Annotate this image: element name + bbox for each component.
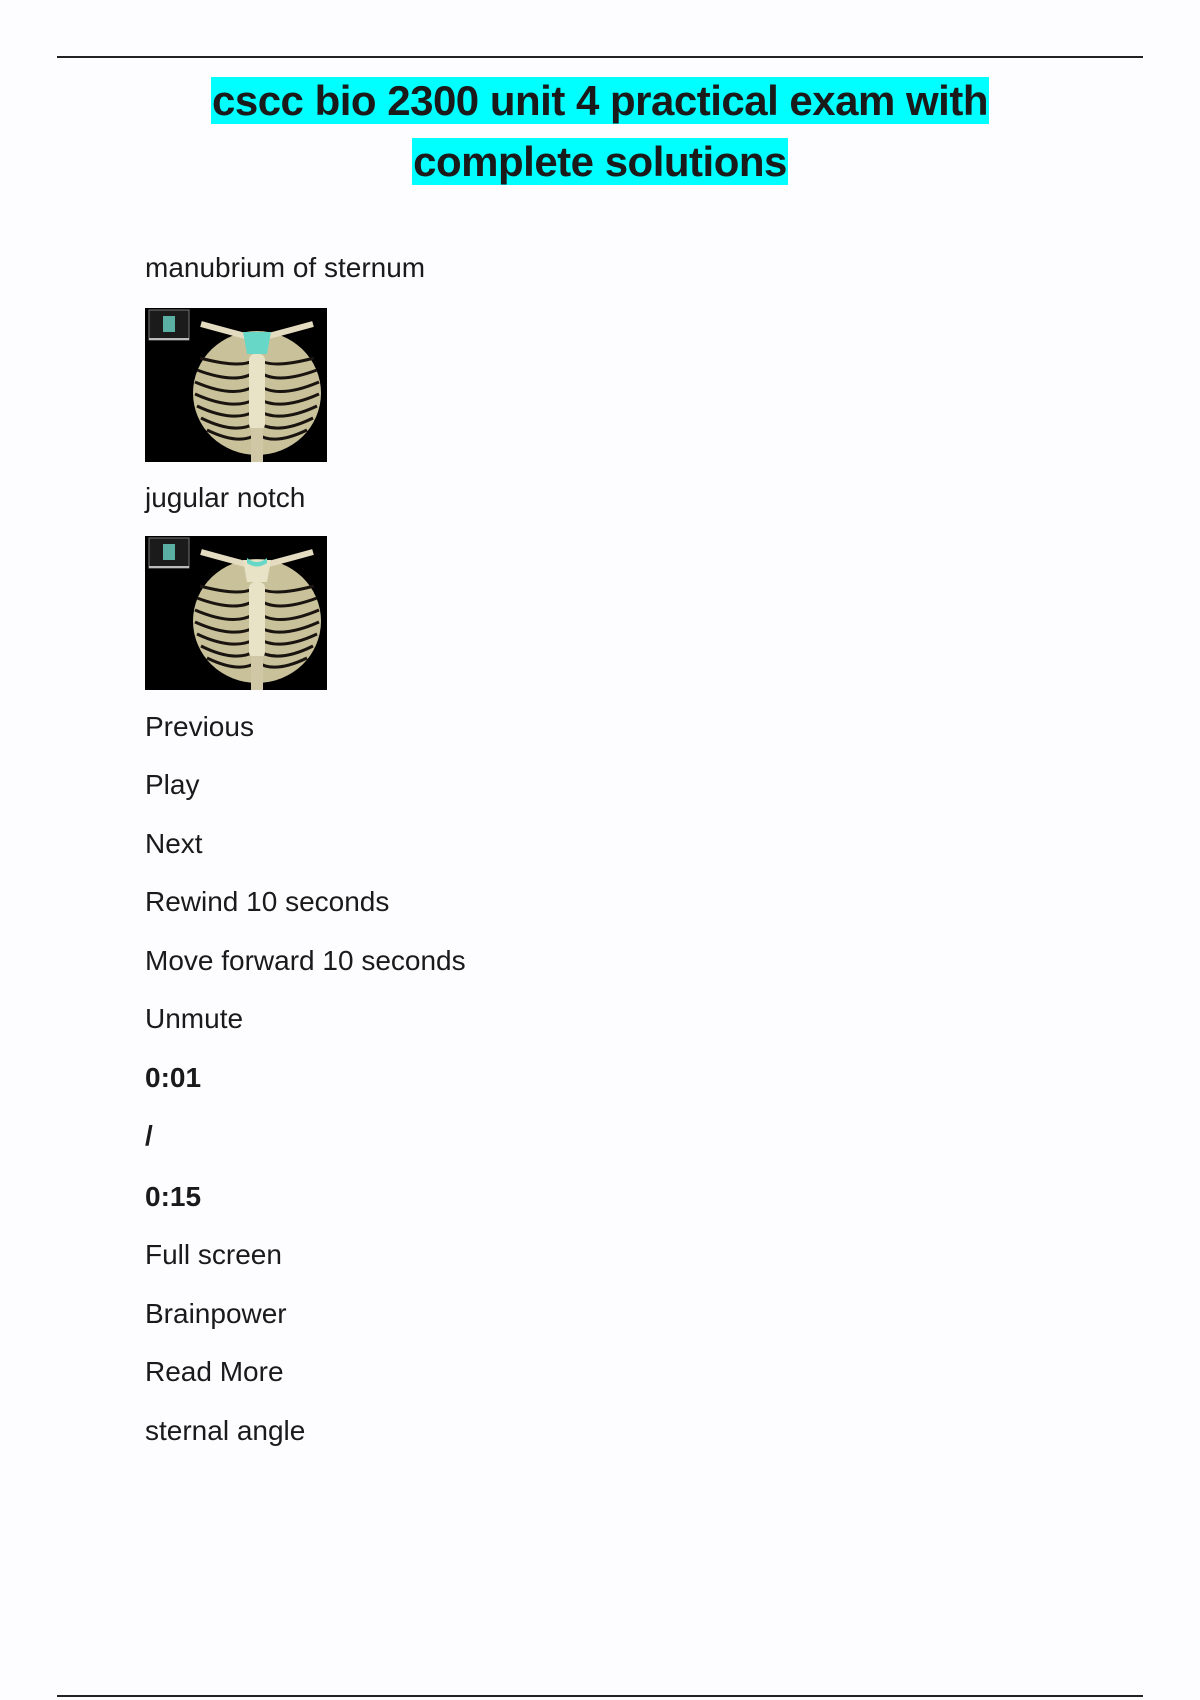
manubrium-highlight bbox=[243, 332, 271, 354]
rib-cage-image-jugular-notch bbox=[145, 536, 327, 690]
duration: 0:15 bbox=[145, 1181, 202, 1212]
rib-cage-image-manubrium bbox=[145, 308, 327, 462]
previous-button[interactable]: Previous bbox=[145, 711, 254, 742]
unmute-button[interactable]: Unmute bbox=[145, 1003, 244, 1034]
current-time: 0:01 bbox=[145, 1062, 202, 1093]
page-title: cscc bio 2300 unit 4 practical exam with complete solutions bbox=[211, 77, 988, 185]
rewind-button[interactable]: Rewind 10 seconds bbox=[145, 886, 390, 917]
fullscreen-button[interactable]: Full screen bbox=[145, 1239, 282, 1270]
inset-thumbnail bbox=[149, 538, 189, 568]
bottom-rule bbox=[57, 1695, 1143, 1697]
brainpower-link[interactable]: Brainpower bbox=[145, 1298, 287, 1329]
card-term-jugular-notch: jugular notch bbox=[145, 482, 306, 513]
card-term-manubrium: manubrium of sternum bbox=[145, 252, 426, 283]
forward-button[interactable]: Move forward 10 seconds bbox=[145, 945, 466, 976]
inset-thumbnail bbox=[149, 310, 189, 340]
next-button[interactable]: Next bbox=[145, 828, 203, 859]
play-button[interactable]: Play bbox=[145, 769, 200, 800]
read-more-link[interactable]: Read More bbox=[145, 1356, 284, 1387]
time-separator: / bbox=[145, 1120, 153, 1151]
card-term-sternal-angle: sternal angle bbox=[145, 1415, 306, 1446]
top-rule bbox=[57, 56, 1143, 58]
title-block bbox=[0, 70, 1200, 192]
